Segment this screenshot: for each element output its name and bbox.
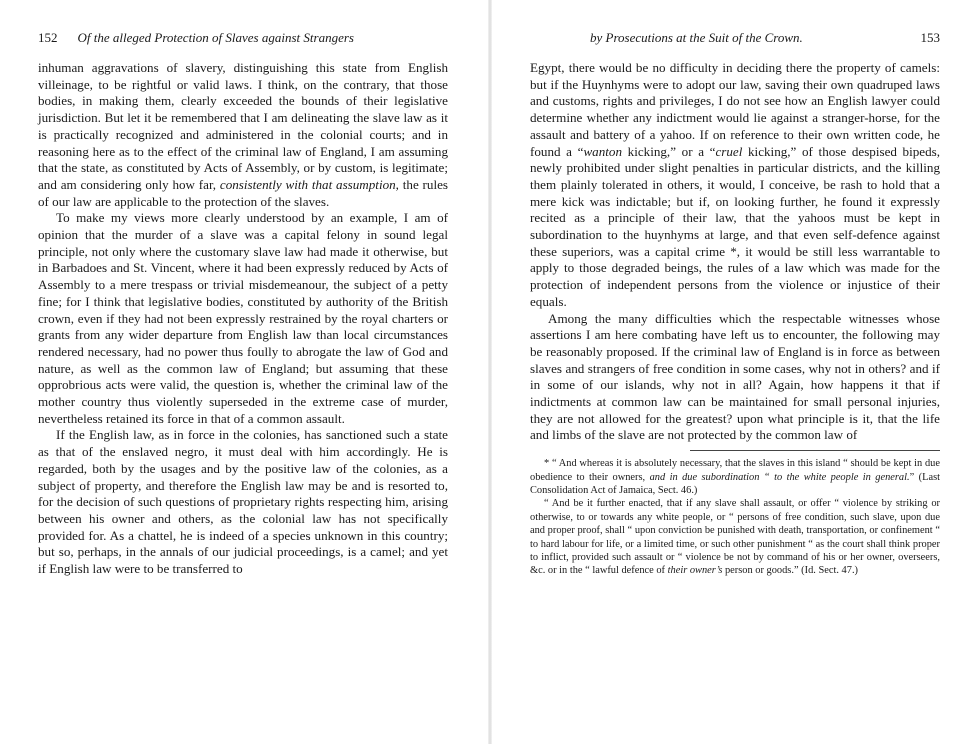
right-paragraph-2: Among the many difficulties which the respectable witnesses whose assertions I am here combating have left us to encounter, the following may be reasonably proposed. If the criminal law of England is in force as between slaves and strangers of free condition in some cases, why not in others? and if in some of our islands, why not in all? Again, how happens it that if indictments at common law can be maintained for small personal injuries, they are not allowed for the greatest? upon what principle is it, that the life and limbs of the slave are not protected by the common law of [530, 310, 940, 443]
footnote-1: * “ And whereas it is absolutely necessary, that the slaves in this island “ should be kept in due obedience to their owners, and in due subordination “ to the white people in general.” (Last Consolidation Act of Jamaica, Sect. 46.) [530, 458, 940, 496]
left-paragraph-1: inhuman aggravations of slavery, distinguishing this state from English villeinage, to be rightful or valid laws. I think, on the contrary, that those bodies, in making them, clearly exceeded the bounds of their legislative jurisdiction. But let it be remembered that I am delineating the slave law as it is practically recognized and administered in the colonial courts; and in reasoning here as to the effect of the criminal law of England, I am assuming that the state, as constituted by Acts of Assembly, or by custom, is legitimate; and am considering only how far, consistently with that assumption, the rules of our law are applicable to the protection of the slaves. [38, 60, 449, 209]
page-number-left: 152 [38, 30, 58, 45]
left-paragraph-3: If the English law, as in force in the colonies, has sanctioned such a state as that of the enslaved negro, it must deal with him accordingly. He is regarded, both by the usages and by the positive law of the colonies, as a subject of property, and therefore the English law may be and is resorted to, for the decision of such questions of proprietary rights respecting him, arising between his owner and others, as the colonial law has not specifically provided for. As a chattel, he is indeed of a species unknown in this country; but so, perhaps, in the annals of our judicial proceedings, is a camel; and yet if English law were to be transferred to [38, 427, 448, 577]
running-title-right: by Prosecutions at the Suit of the Crown. [590, 30, 803, 45]
left-body-text [38, 60, 448, 578]
running-head-left [38, 30, 448, 52]
footnote-2: “ And be it further enacted, that if any slave shall assault, or offer “ violence by striking or otherwise, to or towards any white people, or “ persons of free condition, such slave, upon due and proper proof, shall “ upon conviction be punished with death, transportation, or confinement “ to hard labour for life, or a limited time, or such other punishment “ as the court shall think proper to inflict, provided such assault or “ violence be not by command of his or her owner, overseers, &c. or in the “ lawful defence of their owner’s person or goods.” (Id. Sect. 47.) [530, 498, 940, 577]
footnote-rule [690, 450, 940, 451]
left-paragraph-2: To make my views more clearly understood by an example, I am of opinion that the murder of a slave was a capital felony in sound legal principle, not only where the customary slave law had made it otherwise, but in Barbadoes and St. Vincent, where it had been expressly reduced by Acts of Assembly to a mere trespass or trivial misdemeanour, the subject of a petty fine; for I think that legislative bodies, constituted by authority of the British crown, even if they had not been expressly restrained by the royal charters or grants from any wider departure from English law than local circumstances rendered necessary, had no power thus foully to abrogate the law of God and nature, as well as the common law of England; but assuming that these opprobrious acts were valid, the question is, whether the criminal law of the mother country thus violently superseded in the extreme case of murder, nevertheless retained its force in that of a common assault. [38, 210, 448, 426]
page-number-right: 153 [920, 30, 940, 45]
footnotes [530, 457, 940, 578]
running-head-right [530, 30, 940, 52]
right-body-text [530, 60, 940, 444]
running-title-left: Of the alleged Protection of Slaves against Strangers [77, 30, 354, 45]
right-page [490, 0, 980, 744]
right-paragraph-1: Egypt, there would be no difficulty in deciding there the property of camels: but if the Huynhyms were to adopt our law, saving their own quadruped laws and customs, rights and privileges, I do not see how an English lawyer could determine whether any indictment would lie against a stranger-horse, for the assault and battery of a yahoo. If on reference to their own written code, he found a “wanton kicking,” or a “cruel kicking,” of those despised bipeds, newly prohibited under slight penalties in particular districts, and the killing them plainly tolerated in others, it would, I conceive, be rash to hold that a mere kick was indictable; but if, on looking further, he found it expressly recited as a principle of their law, that the yahoos must be kept in subordination to the huynhyms at large, and that even self-defence against these superiors, was a capital crime *, it would be still less warrantable to apply to those degraded beings, the rules of a law which was made for the protection of independent persons from the violence or injustice of their equals. [530, 60, 941, 309]
